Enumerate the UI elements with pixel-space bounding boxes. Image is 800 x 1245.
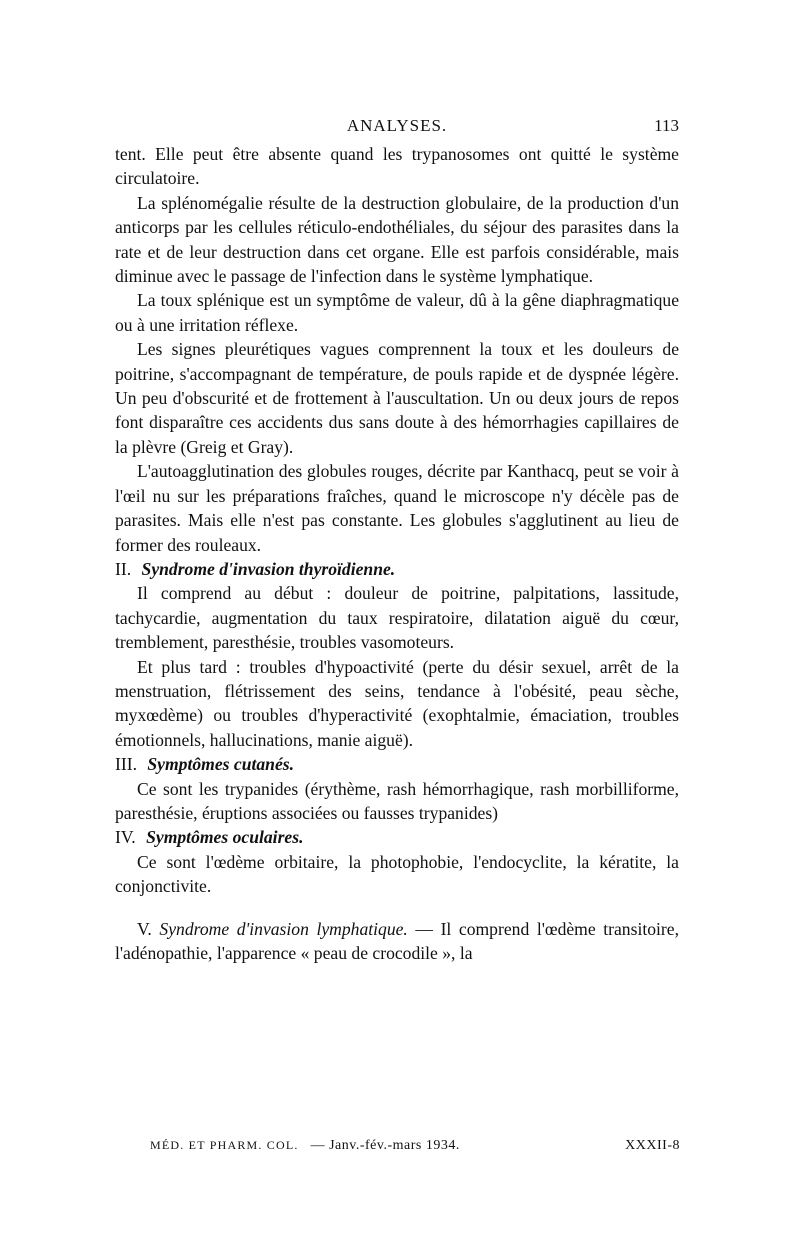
section-number: III.	[115, 754, 137, 775]
section-title: Syndrome d'invasion lymphatique.	[159, 918, 408, 939]
paragraph: Et plus tard : troubles d'hypoactivité (perte du désir sexuel, arrêt de la menstruation, flétrissement des seins, tendance à l'obésité, peau sèche, myxœdème) ou troubles d'hyperactivité (exophtalmie, émaciation, troubles émotionnels, hallucinations, manie aiguë).	[115, 656, 679, 750]
page-footer	[150, 1138, 680, 1154]
page	[115, 112, 679, 965]
paragraph	[115, 917, 679, 966]
section-text: — Il comprend l'œdème transitoire, l'adénopathie, l'apparence « peau de crocodile », la	[115, 918, 679, 963]
paragraph: La splénomégalie résulte de la destruction globulaire, de la production d'un anticorps par les cellules réticulo-endothéliales, du séjour des parasites dans la rate et de leur destruction dans cet organe. Elle est parfois considérable, mais diminue avec le passage de l'infection dans le système lymphatique.	[115, 192, 679, 287]
signature-mark: XXXII-8	[625, 1138, 680, 1153]
section-heading	[115, 752, 679, 776]
section-heading	[115, 825, 679, 849]
page-number: 113	[654, 116, 679, 135]
section-title: Symptômes oculaires.	[146, 827, 304, 848]
section-heading	[115, 557, 679, 581]
section-number: II.	[115, 558, 132, 579]
journal-abbrev: MÉD. ET PHARM. COL.	[150, 1138, 299, 1152]
section-title: Symptômes cutanés.	[147, 754, 295, 775]
paragraph: Il comprend au début : douleur de poitrine, palpitations, lassitude, tachycardie, augmentation du taux respiratoire, dilatation aiguë du cœur, tremblement, paresthésie, troubles vasomoteurs.	[115, 583, 679, 653]
running-title: ANALYSES.	[346, 116, 448, 135]
issue-date: — Janv.-fév.-mars 1934.	[310, 1138, 460, 1153]
running-header	[115, 112, 679, 142]
paragraph: Les signes pleurétiques vagues comprennent la toux et les douleurs de poitrine, s'accompagnant de température, de pouls rapide et de dyspnée légère. Un peu d'obscurité et de frottement à l'auscultation. Un ou deux jours de repos font disparaître ces accidents dus sans doute à des hémorrhagies capillaires de la plèvre (Greig et Gray).	[115, 339, 679, 457]
paragraph: Ce sont l'œdème orbitaire, la photophobie, l'endocyclite, la kératite, la conjonctivite.	[115, 851, 679, 897]
paragraph: Ce sont les trypanides (érythème, rash hémorrhagique, rash morbilliforme, paresthésie, éruptions associées ou fausses trypanides)	[115, 778, 679, 823]
paragraph: La toux splénique est un symptôme de valeur, dû à la gêne diaphragmatique ou à une irritation réflexe.	[115, 290, 679, 335]
section-title: Syndrome d'invasion thyroïdienne.	[141, 558, 396, 579]
paragraph: L'autoagglutination des globules rouges, décrite par Kanthacq, peut se voir à l'œil nu sur les préparations fraîches, quand le microscope n'y décèle pas de parasites. Mais elle n'est pas constante. Les globules s'agglutinent au lieu de former des rouleaux.	[115, 461, 679, 555]
body-text	[115, 142, 679, 965]
paragraph: tent. Elle peut être absente quand les trypanosomes ont quitté le système circulatoire.	[115, 144, 679, 189]
section-number: IV.	[115, 827, 136, 848]
section-number: V.	[137, 918, 152, 939]
